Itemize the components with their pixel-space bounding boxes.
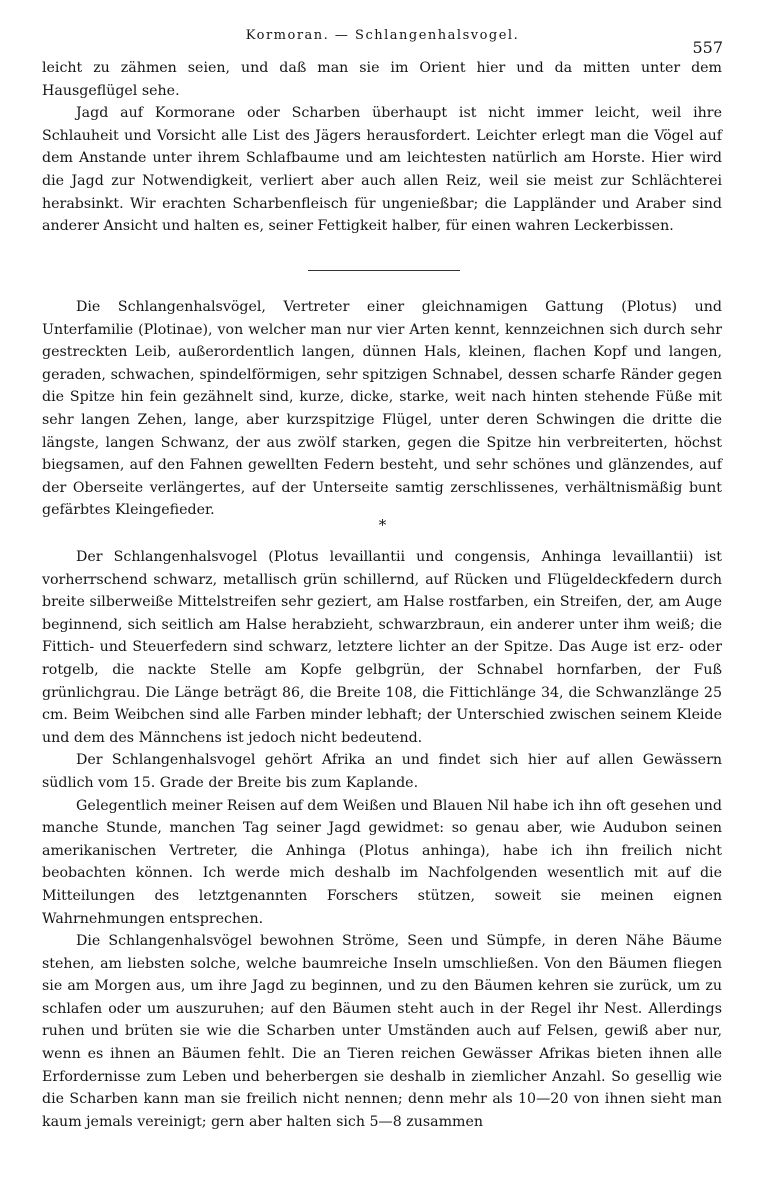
section-divider-rule [308, 270, 460, 271]
asterisk-separator: * [378, 516, 387, 534]
paragraph: leicht zu zähmen seien, und daß man sie im Orient hier und da mitten unter dem Hausgeflügel sehe. [42, 60, 722, 99]
plotus-genus-section [42, 296, 722, 522]
paragraph: Jagd auf Kormorane oder Scharben überhaupt ist nicht immer leicht, weil ihre Schlauheit und Vorsicht alle List des Jägers herausfordert. Leichter erlegt man die Vögel auf dem Anstande unter ihrem Schlafbaume und am leichtesten natürlich am Horste. Hier wird die Jagd zur Notwendigkeit, verliert aber auch allen Reiz, weil sie meist zur Schlächterei herabsinkt. Wir erachten Scharbenfleisch für ungenießbar; die Lappländer und Araber sind anderer Ansicht und halten es, seiner Fettigkeit halber, für einen wahren Leckerbissen. [42, 105, 722, 235]
schlangenhalsvogel-section [42, 546, 722, 1133]
paragraph: Die Schlangenhalsvögel bewohnen Ströme, Seen und Sümpfe, in deren Nähe Bäume stehen, am liebsten solche, welche baumreiche Inseln umschließen. Von den Bäumen fliegen sie am Morgen aus, um ihre Jagd zu beginnen, und zu den Bäumen kehren sie zurück, um zu schlafen oder um auszuruhen; auf den Bäumen steht auch in der Regel ihr Nest. Allerdings ruhen und brüten sie wie die Scharben unter Umständen auch auf Felsen, gewiß aber nur, wenn es ihnen an Bäumen fehlt. Die an Tieren reichen Gewässer Afrikas bieten ihnen alle Erfordernisse zum Leben und beherbergen sie deshalb in ziemlicher Anzahl. So gesellig wie die Scharben kann man sie freilich nicht nennen; denn mehr als 10—20 von ihnen sieht man kaum jemals vereinigt; gern aber halten sich 5—8 zusammen [42, 933, 722, 1130]
page-number: 557 [692, 38, 723, 57]
paragraph: Der Schlangenhalsvogel (Plotus levaillantii und congensis, Anhinga levaillantii) ist vorherrschend schwarz, metallisch grün schillernd, auf Rücken und Flügeldeckfedern durch breite silberweiße Mittelstreifen sehr geziert, am Halse rostfarben, ein Streifen, der, am Auge beginnend, sich seitlich am Halse herabzieht, schwarzbraun, ein anderer unter ihm weiß; die Fittich- und Steuerfedern sind schwarz, letztere lichter an der Spitze. Das Auge ist erz- oder rotgelb, die nackte Stelle am Kopfe gelbgrün, der Schnabel hornfarben, der Fuß grünlichgrau. Die Länge beträgt 86, die Breite 108, die Fittichlänge 34, die Schwanzlänge 25 cm. Beim Weibchen sind alle Farben minder lebhaft; der Unterschied zwischen seinem Kleide und dem des Männchens ist jedoch nicht bedeutend. [42, 549, 722, 746]
paragraph: Die Schlangenhalsvögel, Vertreter einer gleichnamigen Gattung (Plotus) und Unterfamilie (Plotinae), von welcher man nur vier Arten kennt, kennzeichnen sich durch sehr gestreckten Leib, außerordentlich langen, dünnen Hals, kleinen, flachen Kopf und langen, geraden, schwachen, spindelförmigen, sehr spitzigen Schnabel, dessen scharfe Ränder gegen die Spitze hin fein gezähnelt sind, kurze, dicke, starke, weit nach hinten stehende Füße mit sehr langen Zehen, lange, aber kurzspitzige Flügel, unter deren Schwingen die dritte die längste, langen Schwanz, der aus zwölf starken, gegen die Spitze hin verbreiterten, höchst biegsamen, auf den Fahnen gewellten Federn besteht, und sehr schönes und glänzendes, auf der Oberseite verlängertes, auf der Unterseite samtig zerschlissenes, verhältnismäßig bunt gefärbtes Kleingefieder. [42, 299, 722, 519]
running-title: Kormoran. — Schlangenhalsvogel. [245, 28, 520, 43]
paragraph: Gelegentlich meiner Reisen auf dem Weißen und Blauen Nil habe ich ihn oft gesehen und manche Stunde, manchen Tag seiner Jagd gewidmet: so genau aber, wie Audubon seinen amerikanischen Vertreter, die Anhinga (Plotus anhinga), habe ich ihn freilich nicht beobachten können. Ich werde mich deshalb im Nachfolgenden wesentlich mit auf die Mitteilungen des letztgenannten Forschers stützen, soweit sie meinen eignen Wahrnehmungen entsprechen. [42, 797, 722, 927]
paragraph: Der Schlangenhalsvogel gehört Afrika an und findet sich hier auf allen Gewässern südlich vom 15. Grade der Breite bis zum Kaplande. [42, 752, 722, 791]
kormoran-section [42, 57, 722, 238]
